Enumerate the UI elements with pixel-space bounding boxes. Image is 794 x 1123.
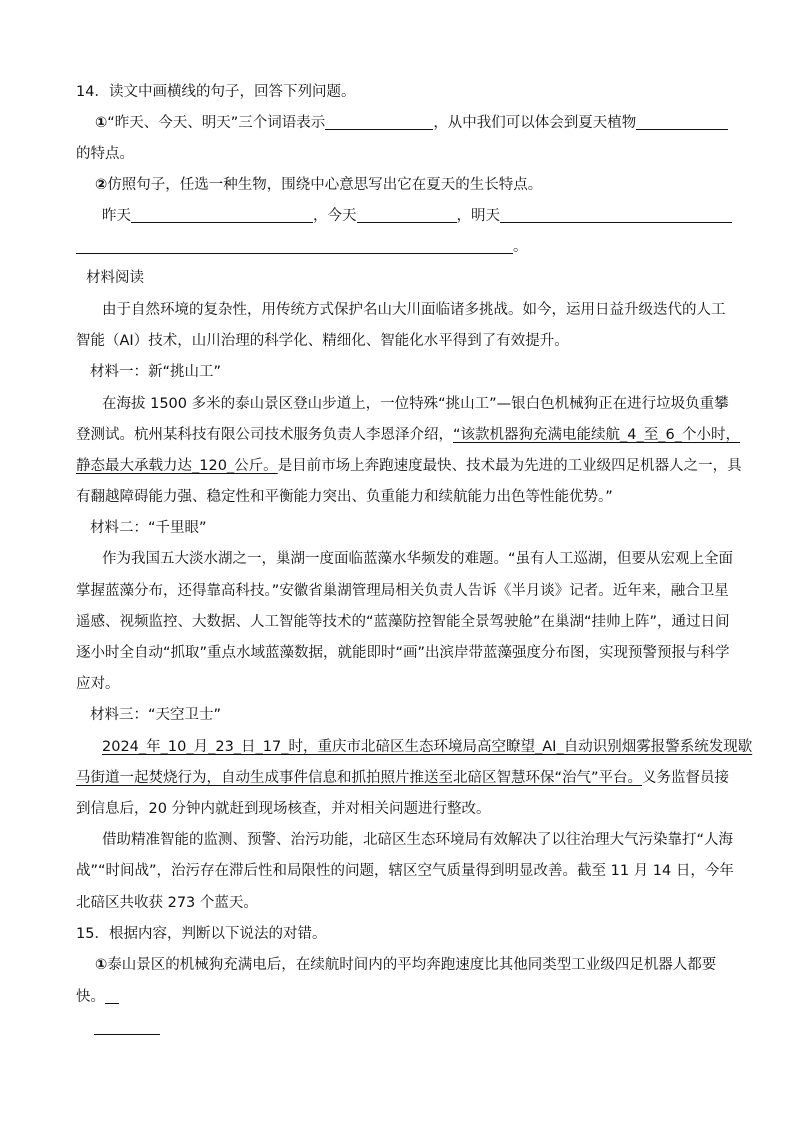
q14-answer-blank-1[interactable] — [325, 114, 433, 130]
q14-part2-imitation-line — [102, 206, 732, 226]
q15-statement-line-1 — [95, 955, 716, 975]
q14-part2-number: ② — [95, 177, 108, 193]
material1-line-2-a: 登测试。杭州某科技有限公司技术服务负责人李恩泽介绍， — [76, 427, 453, 443]
material3-line-6: 北碚区共收获 273 个蓝天。 — [76, 895, 258, 911]
q15-answer-line — [94, 1018, 160, 1038]
material1-underlined-sentence-part2: 静态最大承载力达_120_公斤。 — [76, 458, 278, 474]
q14-part2-text: 仿照句子，任选一种生物，围绕中心意思写出它在夏天的生长特点。 — [107, 177, 543, 193]
q14-today-label: ，今天 — [313, 208, 357, 224]
material3-underlined-line-1: 2024_年_10_月_23_日_17_时，重庆市北碚区生态环境局高空瞭望_AI_自动识别烟雾报警系统发现歇 — [102, 739, 753, 755]
q14-part1-line2: 的特点。 — [76, 146, 134, 162]
material3-line-4: 借助精准智能的监测、预警、治污功能，北碚区生态环境局有效解决了以往治理大气污染靠打“人海 — [102, 832, 734, 848]
q15-statement-text: 泰山景区的机械狗充满电后，在续航时间内的平均奔跑速度比其他同类型工业级四足机器人都要 — [107, 957, 717, 973]
q14-yesterday-blank[interactable] — [131, 207, 313, 223]
q15-title: 15．根据内容，判断以下说法的对错。 — [76, 926, 327, 942]
material1-line-2 — [76, 425, 740, 445]
q14-part2-continuation-line — [76, 237, 528, 257]
q15-answer-blank[interactable] — [94, 1019, 160, 1035]
q15-statement-line-2 — [76, 987, 119, 1007]
q14-yesterday-label: 昨天 — [102, 208, 131, 224]
material-intro-line-1: 由于自然环境的复杂性，用传统方式保护名山大川面临诸多挑战。如今，运用日益升级迭代的人工 — [102, 302, 726, 318]
q14-title: 14．读文中画横线的句子，回答下列问题。 — [76, 84, 356, 100]
material2-line-4: 逐小时全自动“抓取”重点水域蓝藻数据，就能即时“画”出滨岸带蓝藻强度分布图，实现预警预报与科学 — [76, 645, 730, 661]
q14-part1-text-a: “昨天、今天、明天”三个词语表示 — [107, 115, 326, 131]
material3-line-5: 战”“时间战”，治污存在滞后性和局限性的问题，辖区空气质量得到明显改善。截至 11 月 14 日，今年 — [76, 863, 734, 879]
material2-line-5: 应对。 — [76, 676, 120, 692]
material3-line-2 — [76, 768, 729, 788]
material1-line-3-b: 是目前市场上奔跑速度最快、技术最为先进的工业级四足机器人之一，具 — [277, 458, 742, 474]
q14-part2-line1 — [95, 175, 542, 195]
q14-continuation-blank[interactable] — [76, 238, 513, 254]
material1-underlined-sentence-part1: “该款机器狗充满电能续航_4_至_6_个小时， — [453, 427, 740, 443]
q15-statement-number: ① — [95, 957, 108, 973]
material-heading: 材料阅读 — [86, 270, 144, 286]
q14-today-blank[interactable] — [357, 207, 457, 223]
material-intro-line-2: 智能（AI）技术，山川治理的科学化、精细化、智能化水平得到了有效提升。 — [76, 333, 569, 349]
material3-title: 材料三：“天空卫士” — [90, 707, 222, 723]
material2-line-3: 遥感、视频监控、大数据、人工智能等技术的“蓝藻防控智能全景驾驶舱”在巢湖“挂帅上阵”，通过日间 — [76, 614, 730, 630]
material2-line-1: 作为我国五大淡水湖之一，巢湖一度面临蓝藻水华频发的难题。“虽有人工巡湖，但要从宏观上全面 — [102, 551, 734, 567]
q15-inline-blank[interactable] — [105, 988, 119, 1004]
material2-line-2: 掌握蓝藻分布，还得靠高科技。”安徽省巢湖管理局相关负责人告诉《半月谈》记者。近年来，融合卫星 — [76, 583, 729, 599]
q14-tomorrow-label: ，明天 — [456, 208, 500, 224]
material1-title: 材料一：新“挑山工” — [90, 364, 222, 380]
q14-end-mark: 。 — [513, 239, 528, 255]
q14-part1-number: ① — [95, 115, 108, 131]
material1-line-3 — [76, 456, 742, 476]
q14-part1-line1 — [95, 113, 728, 133]
material3-underlined-line-2: 马街道一起焚烧行为，自动生成事件信息和抓拍照片推送至北碚区智慧环保“治气”平台。 — [76, 770, 643, 786]
material1-line-1: 在海拔 1500 多米的泰山景区登山步道上，一位特殊“挑山工”—银白色机械狗正在进行垃圾负重攀 — [102, 396, 729, 412]
q14-part1-text-b: ，从中我们可以体会到夏天植物 — [433, 115, 637, 131]
q15-statement-end: 快。 — [76, 989, 105, 1005]
material3-line-2-b: 义务监督员接 — [642, 770, 730, 786]
material3-line-3: 到信息后，20 分钟内就赶到现场核查，并对相关问题进行整改。 — [76, 801, 491, 817]
material1-line-4: 有翻越障碍能力强、稳定性和平衡能力突出、负重能力和续航能力出色等性能优势。” — [76, 489, 613, 505]
q14-answer-blank-2[interactable] — [636, 114, 728, 130]
q14-tomorrow-blank[interactable] — [500, 207, 732, 223]
material2-title: 材料二：“千里眼” — [90, 520, 207, 536]
